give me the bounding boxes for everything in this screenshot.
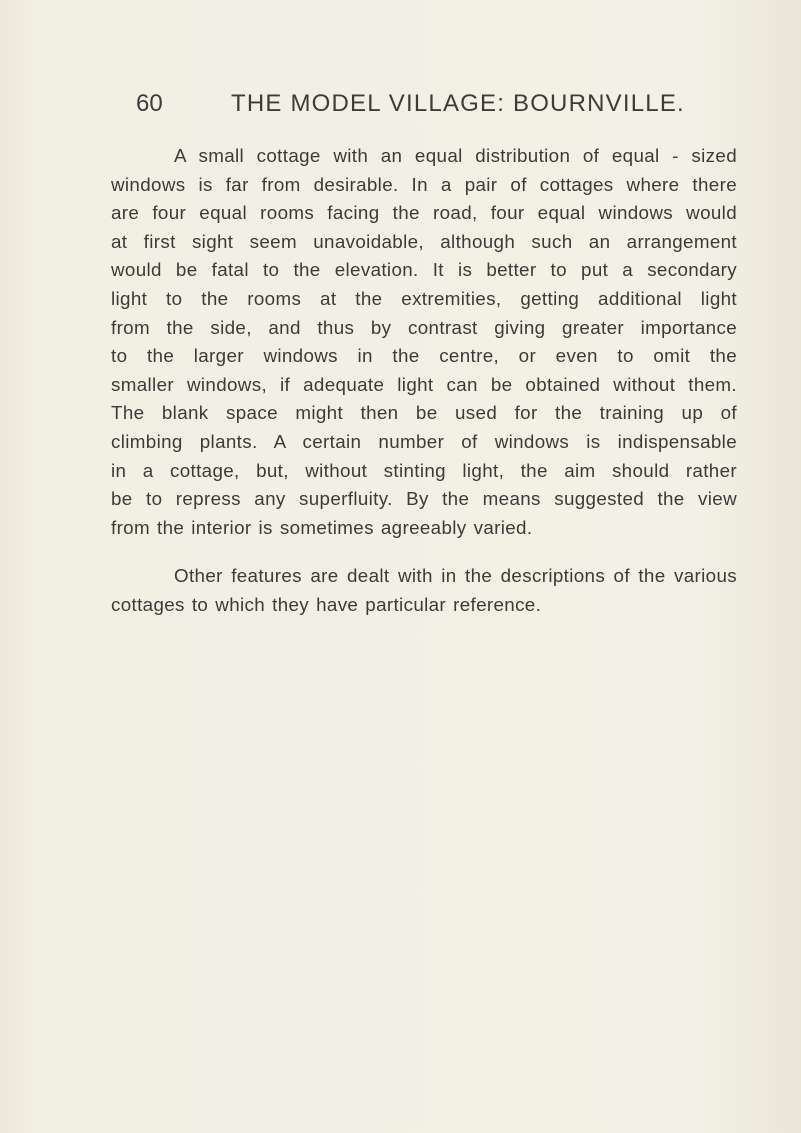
text-line: in a cottage, but, without stinting light, the aim should rather [111, 459, 737, 481]
text-line: light to the rooms at the extremities, getting additional light [111, 287, 737, 309]
text-line: A small cottage with an equal distribution of equal - sized [174, 145, 737, 166]
body-text [111, 142, 737, 640]
text-line: smaller windows, if adequate light can be obtained without them. [111, 373, 737, 395]
text-line: The blank space might then be used for the training up of [111, 402, 737, 424]
text-line: windows is far from desirable. In a pair of cottages where there [111, 173, 737, 195]
page-number: 60 [136, 90, 163, 117]
paragraph-windows [111, 142, 737, 542]
text-line: from the interior is sometimes agreeably varied. [111, 516, 533, 538]
text-line: to the larger windows in the centre, or even to omit the [111, 345, 737, 367]
paragraph-other-features [111, 562, 737, 619]
text-line: be to repress any superfluity. By the means suggested the view [111, 488, 737, 510]
text-line: at first sight seem unavoidable, although such an arrangement [111, 230, 737, 252]
text-line: are four equal rooms facing the road, four equal windows would [111, 202, 737, 224]
page-header [136, 90, 736, 130]
text-line: would be fatal to the elevation. It is better to put a secondary [111, 259, 737, 281]
running-title: THE MODEL VILLAGE: BOURNVILLE. [231, 90, 685, 117]
text-line: cottages to which they have particular reference. [111, 593, 542, 615]
text-line: from the side, and thus by contrast giving greater importance [111, 316, 737, 338]
text-line: Other features are dealt with in the descriptions of the various [174, 565, 737, 587]
text-line: climbing plants. A certain number of windows is indispensable [111, 430, 737, 452]
